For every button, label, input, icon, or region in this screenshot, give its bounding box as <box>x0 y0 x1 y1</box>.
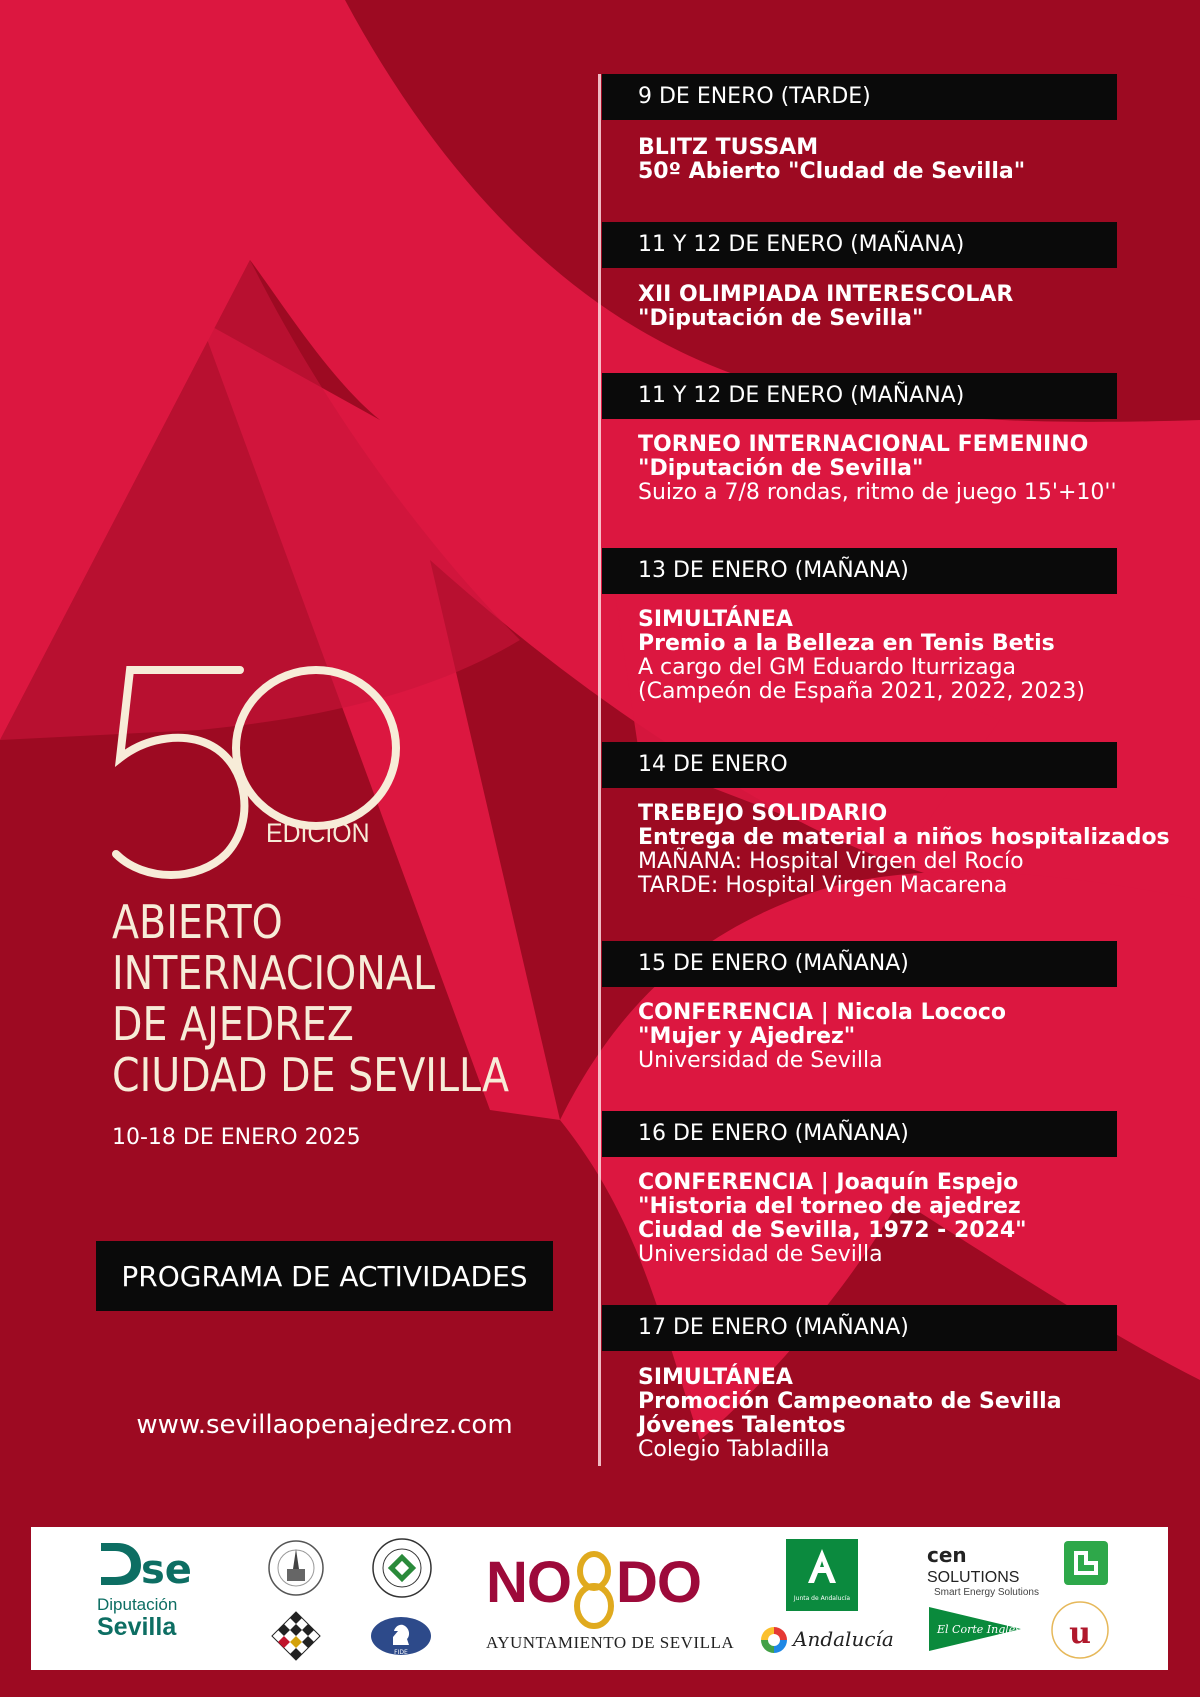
ayuntamiento-label: AYUNTAMIENTO DE SEVILLA <box>486 1633 735 1652</box>
event-details <box>638 608 1178 704</box>
event-date-bar: 17 DE ENERO (MAÑANA) <box>602 1305 1117 1351</box>
event-date-bar: 15 DE ENERO (MAÑANA) <box>602 941 1117 987</box>
event-details <box>638 136 1178 184</box>
junta-a-icon <box>786 1539 858 1591</box>
federacion-andaluza-seal-icon <box>371 1537 433 1599</box>
event-info-line: Colegio Tabladilla <box>638 1437 830 1462</box>
no8do-eight-icon <box>572 1551 616 1629</box>
event-title-line: TORNEO INTERNACIONAL FEMENINO <box>638 432 1089 457</box>
event-details <box>638 1171 1178 1267</box>
event-date-bar: 16 DE ENERO (MAÑANA) <box>602 1111 1117 1157</box>
event-title-line: "Diputación de Sevilla" <box>638 306 924 331</box>
cen-tagline: Smart Energy Solutions <box>933 1587 1039 1598</box>
event-title-line: BLITZ TUSSAM <box>638 135 819 160</box>
fide-label: FIDE <box>394 1649 408 1656</box>
event-info-line: TARDE: Hospital Virgen Macarena <box>638 873 1008 898</box>
svg-text:u: u <box>1069 1616 1091 1651</box>
timeline-line <box>598 74 601 1466</box>
event-title-line: XII OLIMPIADA INTERESCOLAR <box>638 282 1014 307</box>
diputacion-sevilla-logo <box>97 1539 207 1659</box>
event-info-line: MAÑANA: Hospital Virgen del Rocío <box>638 849 1024 874</box>
event-title-line: 50º Abierto "Cludad de Sevilla" <box>638 159 1026 184</box>
no8do-left-text: NO <box>486 1550 571 1615</box>
diputacion-mark-icon <box>97 1539 197 1587</box>
event-date-bar: 13 DE ENERO (MAÑANA) <box>602 548 1117 594</box>
event-dates: 10-18 DE ENERO 2025 <box>112 1125 361 1150</box>
title-line: DE AJEDREZ <box>112 997 354 1051</box>
event-info-line: Universidad de Sevilla <box>638 1242 883 1267</box>
event-details <box>638 283 1178 331</box>
junta-andalucia-logo <box>786 1539 858 1611</box>
cen-name: cen <box>927 1543 967 1567</box>
no8do-ayuntamiento-logo <box>486 1549 746 1659</box>
event-title-line: TREBEJO SOLIDARIO <box>638 801 888 826</box>
event-info-line: Suizo a 7/8 rondas, ritmo de juego 15'+10'' <box>638 480 1117 505</box>
title-line: ABIERTO <box>112 895 283 949</box>
event-details <box>638 433 1178 505</box>
event-info-line: (Campeón de España 2021, 2022, 2023) <box>638 679 1085 704</box>
corte-ingles-label: El Corte Inglés <box>937 1623 1021 1636</box>
chessboard-diamond-icon <box>267 1607 325 1665</box>
event-details <box>638 802 1178 898</box>
event-title-line: Promoción Campeonato de Sevilla <box>638 1389 1062 1414</box>
cen-green-box-icon <box>1064 1541 1108 1585</box>
event-title-line: "Mujer y Ajedrez" <box>638 1024 856 1049</box>
edition-number-50 <box>108 662 408 882</box>
sponsors-strip <box>31 1527 1168 1670</box>
andalucia-swirl-icon <box>759 1625 789 1655</box>
event-date-bar: 14 DE ENERO <box>602 742 1117 788</box>
el-corte-ingles-logo <box>927 1605 1023 1653</box>
event-title-line: Jóvenes Talentos <box>638 1413 846 1438</box>
event-title <box>112 897 509 1101</box>
delegacion-sevillana-seal-icon <box>267 1539 325 1597</box>
svg-text:se: se <box>141 1547 192 1587</box>
event-title-line: "Historia del torneo de ajedrez <box>638 1194 1021 1219</box>
event-date-bar: 11 Y 12 DE ENERO (MAÑANA) <box>602 373 1117 419</box>
andalucia-logo <box>759 1623 894 1659</box>
event-info-line: A cargo del GM Eduardo Iturrizaga <box>638 655 1017 680</box>
event-title-line: SIMULTÁNEA <box>638 607 793 632</box>
event-title-line: CONFERENCIA | Nicola Lococo <box>638 1000 1007 1025</box>
website-link[interactable]: www.sevillaopenajedrez.com <box>136 1410 513 1440</box>
event-title-line: SIMULTÁNEA <box>638 1365 793 1390</box>
event-title-line: CONFERENCIA | Joaquín Espejo <box>638 1170 1019 1195</box>
event-title-line: Entrega de material a niños hospitalizados <box>638 825 1170 850</box>
event-details <box>638 1001 1178 1073</box>
edition-label: EDICIÓN <box>266 818 370 848</box>
event-title-line: Ciudad de Sevilla, 1972 - 2024" <box>638 1218 1027 1243</box>
universidad-sevilla-seal-icon <box>1049 1599 1111 1661</box>
junta-label: Junta de Andalucía <box>793 1595 851 1602</box>
event-info-line: Universidad de Sevilla <box>638 1048 883 1073</box>
event-title-line: "Diputación de Sevilla" <box>638 456 924 481</box>
event-date-bar: 9 DE ENERO (TARDE) <box>602 74 1117 120</box>
event-date-bar: 11 Y 12 DE ENERO (MAÑANA) <box>602 222 1117 268</box>
cen-suffix: SOLUTIONS <box>927 1569 1020 1586</box>
andalucia-label: Andalucía <box>793 1627 894 1651</box>
sevilla-label: Sevilla <box>97 1613 177 1641</box>
event-title-line: Premio a la Belleza en Tenis Betis <box>638 631 1055 656</box>
fide-logo-icon <box>369 1615 433 1657</box>
programa-banner: PROGRAMA DE ACTIVIDADES <box>96 1241 553 1311</box>
diputacion-label: Diputación <box>97 1595 178 1614</box>
title-line: INTERNACIONAL <box>112 946 435 1000</box>
title-line: CIUDAD DE SEVILLA <box>112 1048 510 1102</box>
no8do-right-text: DO <box>616 1550 701 1615</box>
event-details <box>638 1366 1178 1462</box>
cen-solutions-logo <box>927 1543 1057 1598</box>
